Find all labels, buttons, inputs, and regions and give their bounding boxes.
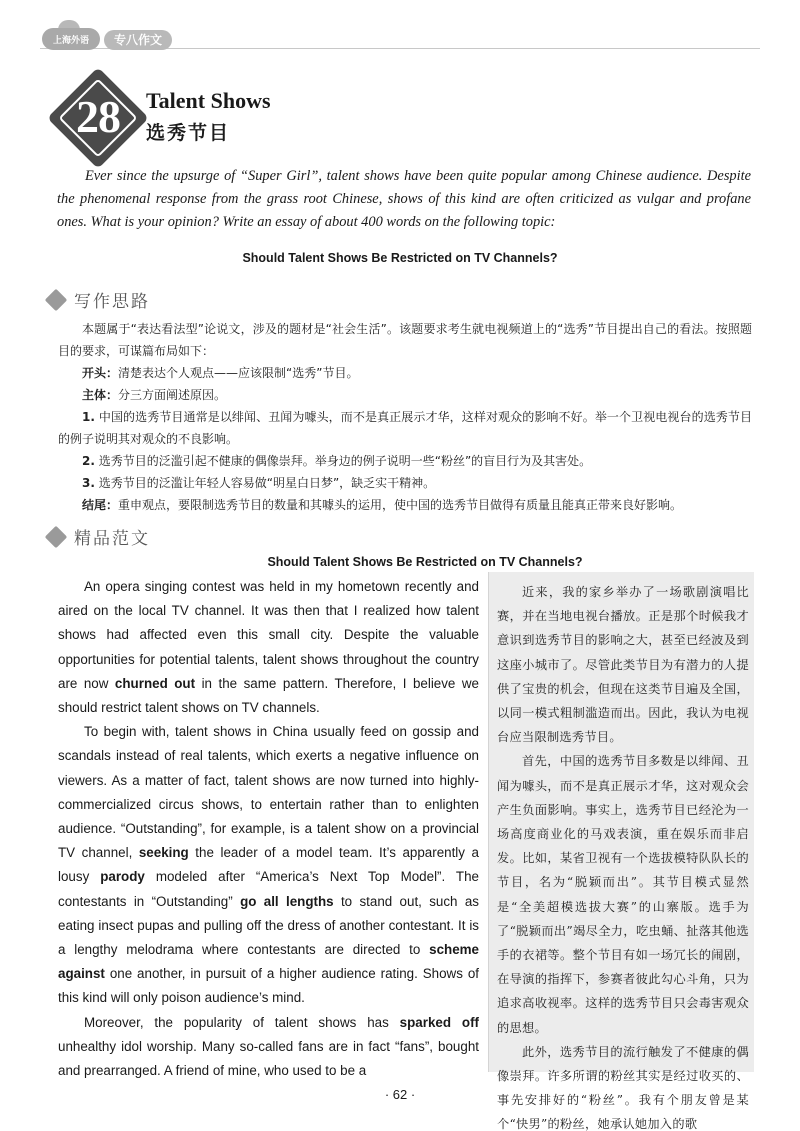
- point-text: 选秀节目的泛滥引起不健康的偶像崇拜。举身边的例子说明一些“粉丝”的盲目行为及其害处。: [98, 454, 592, 468]
- ending-label: 结尾：: [82, 498, 119, 512]
- text-run: Moreover, the popularity of talent shows has: [84, 1014, 389, 1030]
- key-phrase: churned out: [114, 675, 196, 691]
- key-phrase: parody: [100, 869, 145, 885]
- opening-text: 清楚表达个人观点——应该限制“选秀”节目。: [118, 366, 359, 380]
- guide-point-1: [58, 406, 752, 450]
- key-phrase: seeking: [138, 845, 189, 861]
- point-text: 中国的选秀节目通常是以绯闻、丑闻为噱头，而不是真正展示才华，这样对观众的影响不好。举一个卫视电视台的选秀节目的例子说明其对观众的不良影响。: [58, 410, 752, 446]
- essay-paragraph-1: [58, 575, 479, 720]
- prompt-topic: Should Talent Shows Be Restricted on TV Channels?: [242, 251, 558, 265]
- text-run: modeled after “America’s Next Top Model”. The contestants in “Outstanding”: [58, 869, 479, 909]
- essay-translation: [497, 580, 749, 1131]
- writing-guide: [58, 318, 752, 516]
- guide-heading: [48, 287, 150, 312]
- guide-point-3: [58, 472, 752, 494]
- essay-title: Should Talent Shows Be Restricted on TV Channels?: [267, 555, 583, 569]
- guide-point-2: [58, 450, 752, 472]
- translation-paragraph-1: 近来，我的家乡举办了一场歌剧演唱比赛，并在当地电视台播放。正是那个时候我才意识到选秀节目的影响之大，甚至已经波及到这座小城市了。尽管此类节目为有潜力的人提供了宝贵的机会，但现在这类节目遍及全国，以同一模式粗制滥造而出。因此，我认为电视台应当限制选秀节目。: [497, 585, 749, 745]
- guide-body: [58, 384, 752, 406]
- point-text: 选秀节目的泛滥让年轻人容易做“明星白日梦”，缺乏实干精神。: [98, 476, 436, 490]
- key-phrase: sparked off: [399, 1014, 479, 1030]
- text-run: the leader of a model team. It’s apparently a lousy: [58, 845, 479, 885]
- sample-heading: [48, 524, 150, 549]
- key-phrase: scheme against: [58, 942, 479, 982]
- text-run: unhealthy idol worship. Many so-called fans are in fact “fans”, bought and prearranged. A friend of mine, who used to be a: [58, 1038, 479, 1079]
- topic-number: 28: [76, 91, 120, 142]
- essay-english: [58, 575, 479, 1083]
- page-header: [0, 18, 800, 58]
- body-label: 主体：: [82, 388, 119, 402]
- body-text: 分三方面阐述原因。: [118, 388, 227, 402]
- point-number: 2.: [82, 454, 95, 468]
- key-phrase: go all lengths: [240, 893, 334, 909]
- text-run: in the same pattern. Therefore, I believe we should restrict talent shows on TV channels.: [58, 675, 479, 716]
- translation-paragraph-2: 首先，中国的选秀节目多数是以绯闻、丑闻为噱头，而不是真正展示才华，这对观众会产生负面影响。事实上，选秀节目已经沦为一场高度商业化的马戏表演，重在娱乐而非启发。比如，某省卫视有一个选拔模特队队长的节目，名为“脱颖而出”。其节目模式显然是“全美超模选拔大赛”的山寨版。选手为了“脱颖而出”竭尽全力，吃虫蛹、扯落其他选手的衣裙等。整个节目有如一场冗长的闹剧，在导演的指挥下，参赛者彼此勾心斗角，只为追求高收视率。这样的选秀节目只会毒害观众的思想。: [497, 754, 749, 1035]
- page-number: · 62 ·: [384, 1087, 416, 1102]
- guide-heading-text: 写作思路: [74, 292, 150, 312]
- essay-paragraph-3: [58, 1011, 479, 1084]
- diamond-bullet-icon: [45, 525, 68, 548]
- title-chinese: 选秀节目: [146, 122, 231, 144]
- opening-label: 开头：: [82, 366, 119, 380]
- guide-ending: [58, 494, 752, 516]
- text-run: To begin with, talent shows in China usually feed on gossip and scandals instead of real talents, which exerts a negative influence on viewers. As a matter of fact, talent shows are now turned into highly-commercialized circus shows, to entertain rather than to enlighten audience. “Outstanding”, for example, is a talent show on a provincial TV channel,: [58, 724, 479, 861]
- text-run: one another, in pursuit of a higher audience rating. Shows of this kind will only poison audience’s mind.: [58, 966, 479, 1006]
- guide-opening: [58, 362, 752, 384]
- title-english: Talent Shows: [146, 88, 271, 113]
- text-run: to stand out, such as eating insect pupas and pulling off the dress of another contestant. It is a lengthy melodrama where contestants are directed to: [58, 893, 479, 958]
- ending-text: 重申观点，要限制选秀节目的数量和其噱头的运用，使中国的选秀节目做得有质量且能真正带来良好影响。: [118, 498, 683, 512]
- topic-number-badge: [48, 68, 148, 168]
- essay-paragraph-2: [58, 720, 479, 1010]
- diamond-bullet-icon: [45, 288, 68, 311]
- sample-heading-text: 精品范文: [74, 529, 150, 549]
- translation-paragraph-3: 此外，选秀节目的流行触发了不健康的偶像崇拜。许多所谓的粉丝其实是经过收买的、事先安排好的“粉丝”。我有个朋友曾是某个“快男”的粉丝，她承认她加入的歌: [497, 1044, 749, 1131]
- point-number: 1.: [82, 410, 95, 424]
- point-number: 3.: [82, 476, 95, 490]
- guide-intro: 本题属于“表达看法型”论说文，涉及的题材是“社会生活”。该题要求考生就电视频道上的“选秀”节目提出自己的看法。按照题目的要求，可谋篇布局如下：: [58, 322, 752, 358]
- publisher-logo: 上海外语: [42, 28, 100, 50]
- section-label: 专八作文: [104, 30, 172, 50]
- text-run: An opera singing contest was held in my hometown recently and aired on the local TV channel. It was then that I realized how talent shows had affected even this small city. Despite the valuable opportunities for potential talents, talent shows throughout the country are now: [58, 579, 479, 691]
- essay-prompt: Ever since the upsurge of “Super Girl”, talent shows have been quite popular among Chinese audience. Despite the phenomenal response from the grass root Chinese, shows of this kind are often criticized as vulgar and profane ones. What is your opinion? Write an essay of about 400 words on the following topic:: [57, 168, 751, 230]
